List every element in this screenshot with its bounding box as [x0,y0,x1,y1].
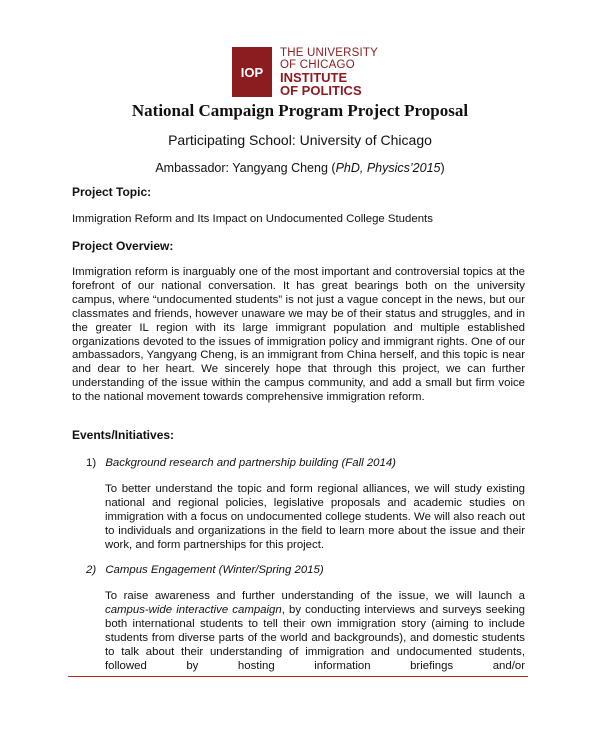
ambassador-prefix: Ambassador: Yangyang Cheng ( [155,161,336,175]
events-heading: Events/Initiatives: [72,428,175,442]
logo-line-university: THE UNIVERSITY [280,47,379,59]
project-topic-heading: Project Topic: [72,185,152,199]
ambassador-line [0,161,600,175]
ambassador-credential: PhD, Physics’2015 [335,161,441,175]
event-item-2-text-italic: campus-wide interactive campaign [105,603,282,616]
participating-school: Participating School: University of Chicago [168,132,432,148]
logo-line-institute: INSTITUTE [280,70,348,85]
event-item-2-number: 2) [86,564,97,576]
ambassador-suffix: ) [440,161,445,175]
event-item-1-number: 1) [86,457,97,469]
project-overview-text: Immigration reform is inarguably one of the most important and controversial topics at the forefront of our national conversation. It has great bearings both on the university campus, where “undocumented students” is not just a vague concept in the news, but our classmates and friends, however unaware we may be of their status and struggles, and in the greater IL region with its large immigrant population and multiple established organizations devoted to the issues of immigration policy and immigrant rights. One of our ambassadors, Yangyang Cheng, is an immigrant from China herself, and this topic is near and dear to her heart. We sincerely hope that through this project, we can further understanding of the issue within the campus community, and add a small but firm voice to the national movement towards comprehensive immigration reform. [72,266,525,404]
project-topic-text: Immigration Reform and Its Impact on Undocumented College Students [72,213,433,225]
event-item-2-text [105,590,525,673]
event-item-2-title: Campus Engagement (Winter/Spring 2015) [105,564,324,576]
iop-logo-text [280,47,378,97]
event-item-1-text: To better understand the topic and form regional alliances, we will study existing national and regional policies, legislative proposals and academic studies on immigration with a focus on undocumented college students. We will also reach out to individuals and organizations in the field to learn more about the issue and their work, and form partnerships for this project. [105,483,525,551]
iop-logo [232,47,378,97]
event-item-1-title-line [86,457,526,471]
logo-line-politics: OF POLITICS [280,83,362,98]
logo-line-chicago: OF CHICAGO [280,59,355,71]
project-overview-heading: Project Overview: [72,239,174,253]
iop-logo-badge: IOP [232,47,272,97]
event-item-2-text-after: , by conducting interviews and surveys seeking both international students to tell their own immigration story (aiming to include students from diverse parts of the world and backgrounds), and domestic students to talk about their understanding of immigration and undocumented students, followed by hosting information briefings and/or [105,603,525,672]
event-item-2-text-before: To raise awareness and further understanding of the issue, we will launch a [105,590,525,602]
event-item-2-title-line [86,564,526,578]
document-title: National Campaign Program Project Proposal [131,101,469,120]
event-item-1-title: Background research and partnership building (Fall 2014) [105,457,396,469]
footer-divider [68,676,528,677]
